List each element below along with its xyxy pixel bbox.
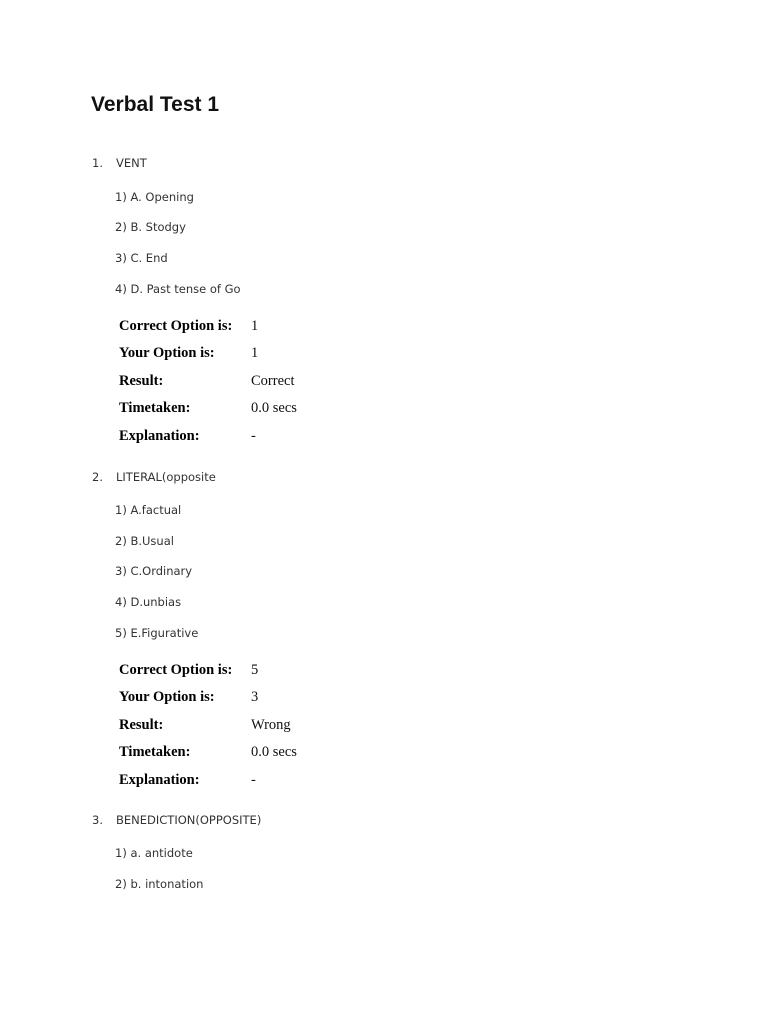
explanation-label: Explanation: (119, 772, 200, 788)
time-taken-value: 0.0 secs (251, 744, 297, 760)
question-2 (92, 470, 216, 484)
question-number: 3. (92, 813, 103, 827)
question-text: LITERAL(opposite (116, 470, 216, 484)
correct-option-label: Correct Option is: (119, 662, 233, 678)
option-item: 2) B.Usual (115, 534, 174, 548)
correct-option-value: 5 (251, 662, 259, 678)
option-item: 2) b. intonation (115, 877, 204, 891)
option-item: 4) D.unbias (115, 595, 182, 609)
your-option-label: Your Option is: (119, 345, 215, 361)
time-taken-label: Timetaken: (119, 744, 191, 760)
option-item: 5) E.Figurative (115, 626, 199, 640)
correct-option-label: Correct Option is: (119, 318, 233, 334)
explanation-value: - (251, 772, 256, 788)
option-item: 3) C.Ordinary (115, 564, 193, 578)
result-value: Wrong (251, 717, 291, 733)
your-option-label: Your Option is: (119, 689, 215, 705)
option-item: 1) A.factual (115, 503, 182, 517)
page-title: Verbal Test 1 (91, 93, 220, 116)
question-1 (92, 156, 147, 170)
your-option-value: 3 (251, 689, 259, 705)
option-item: 3) C. End (115, 251, 168, 265)
question-number: 2. (92, 470, 103, 484)
option-item: 1) A. Opening (115, 190, 194, 204)
question-number: 1. (92, 156, 103, 170)
result-value: Correct (251, 373, 295, 389)
question-text: VENT (116, 156, 147, 170)
time-taken-value: 0.0 secs (251, 400, 297, 416)
explanation-label: Explanation: (119, 428, 200, 444)
option-item: 2) B. Stodgy (115, 220, 186, 234)
time-taken-label: Timetaken: (119, 400, 191, 416)
your-option-value: 1 (251, 345, 259, 361)
question-3 (92, 813, 261, 827)
option-item: 4) D. Past tense of Go (115, 282, 241, 296)
question-text: BENEDICTION(OPPOSITE) (116, 813, 262, 827)
option-item: 1) a. antidote (115, 846, 193, 860)
explanation-value: - (251, 428, 256, 444)
result-label: Result: (119, 717, 164, 733)
correct-option-value: 1 (251, 318, 259, 334)
result-label: Result: (119, 373, 164, 389)
